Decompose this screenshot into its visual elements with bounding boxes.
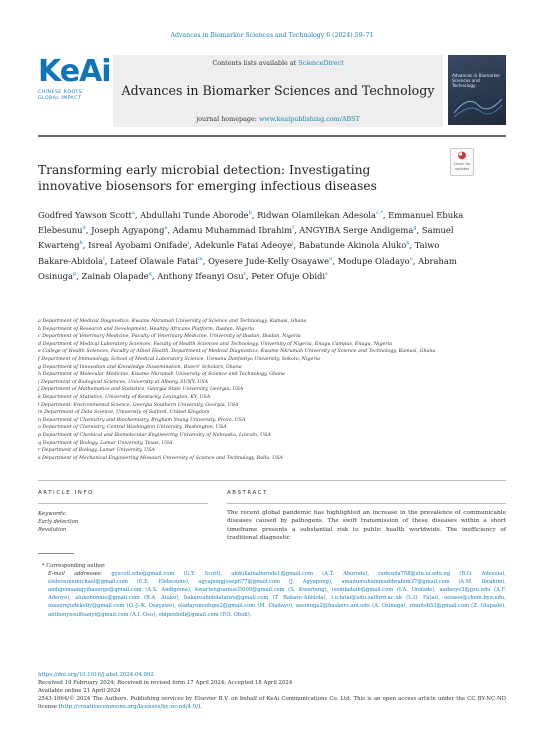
author-name[interactable]: Godfred Yawson Scott (38, 209, 132, 220)
author-name[interactable]: Joseph Agyapong (91, 225, 165, 235)
affiliation-item: d Department of Medical Laboratory Sciences, Faculty of Health Sciences and Technology, University of Nigeria, Enugu Campus, Enugu, Nigeria (38, 341, 393, 347)
affiliation-item: m Department of Data Science, University of Salford, United Kingdom (38, 410, 210, 416)
cover-text: Advances in Biomarker Sciences and Technology (452, 73, 501, 88)
author-name[interactable]: Ridwan Olamilekan Adesola (257, 209, 376, 220)
journal-cover-image (448, 55, 506, 125)
email-addresses (38, 570, 506, 619)
author-name[interactable]: Zainab Olapade (81, 270, 149, 281)
received-dates: Received 19 February 2024; Received in revised form 17 April 2024; Accepted 18 April 2024 (38, 680, 293, 686)
author-affiliation-marker[interactable]: i (187, 240, 190, 247)
homepage-prefix: journal homepage: (196, 115, 259, 123)
author-affiliation-marker[interactable]: h (79, 240, 83, 247)
affiliation-item: r Department of Biology, Lamar University, USA (38, 448, 155, 454)
keyword-1: Early detection (38, 519, 79, 525)
publisher-logo (38, 54, 111, 102)
header-rule (38, 135, 506, 137)
abstract-rule (227, 503, 506, 504)
author-affiliation-marker[interactable]: f (292, 225, 294, 232)
article-info-rule (38, 503, 208, 504)
available-online: Available online 21 April 2024 (38, 688, 121, 694)
author-name[interactable]: Oyesere Jude-Kelly Osayawe (208, 255, 330, 266)
logo-name: KeAi (38, 54, 111, 89)
author-affiliation-marker[interactable]: d (82, 225, 86, 232)
affiliation-item: c Department of Veterinary Medicine, Faculty of Veterinary Medicine, University of Ibadan, Ibadan, Nigeria (38, 334, 301, 340)
homepage-line (113, 115, 443, 123)
abstract-heading: ABSTRACT (227, 490, 268, 496)
affiliation-item: o Department of Chemistry, Central Washington University, Washington, USA (38, 425, 227, 431)
logo-tagline-1: CHINESE ROOTS (38, 90, 83, 95)
author-name[interactable]: Abraham Osinuga (38, 255, 457, 281)
author-affiliation-marker[interactable]: n (329, 255, 333, 262)
doi-link[interactable]: https://doi.org/10.1016/j.abst.2024.04.002 (38, 672, 154, 678)
author-name[interactable]: Emmanuel Ebuka Elebesunu (38, 209, 464, 235)
contents-line (113, 59, 443, 67)
affiliation-item: a Department of Medical Diagnostics, Kwame Nkrumah University of Science and Technology, Kumasi, Ghana (38, 319, 307, 324)
check-for-updates-button[interactable] (450, 148, 474, 176)
affiliation-item: j Department of Mathematics and Statistics, Georgia State University, Georgia, USA (38, 387, 244, 393)
logo-tagline-2: GLOBAL IMPACT (38, 96, 82, 101)
affiliation-item: n Department of Chemistry and Biochemistry, Brigham Young University, Provo, USA (38, 417, 246, 423)
author-name[interactable]: Taiwo Bakare-Abidola (38, 240, 440, 266)
license-prefix: 2543-1064/© 2024 The Authors. Publishing services by Elsevier B.V. on behalf of KeAi Communications Co. Ltd. This is an open access article under the CC BY-NC-ND license ( (38, 696, 506, 710)
emails-label: E-mail addresses: (48, 571, 103, 578)
affiliation-item: e College of Health Sciences, Faculty of Allied Health, Department of Medical Diagnostics, Kwame Nkrumah University of Science and Technology, Kumasi, Ghana (38, 349, 436, 355)
author-name[interactable]: Lateef Olawale Fatai (110, 255, 198, 266)
author-name[interactable]: Adamu Muhammad Ibrahim (172, 225, 293, 235)
affiliation-item: b Department of Research and Development, Healthy Africans Platform, Ibadan, Nigeria (38, 326, 255, 332)
author-affiliation-marker[interactable]: j (291, 240, 294, 247)
author-name[interactable]: ANGYIBA Serge Andigema (299, 225, 414, 235)
author-affiliation-marker[interactable]: s (325, 270, 328, 277)
author-affiliation-marker[interactable]: o (409, 255, 413, 262)
author-name[interactable]: Abdullahi Tunde Aborode (140, 209, 249, 220)
author-affiliation-marker[interactable]: p (73, 270, 77, 277)
affiliation-item: q Department of Biology, Lamar University, Texas, USA (38, 440, 173, 446)
homepage-link[interactable]: www.keaipublishing.com/ABST (258, 115, 360, 123)
corresponding-author-note: * Corresponding author. (42, 563, 106, 569)
affiliation-list (38, 318, 506, 462)
author-name[interactable]: Adekunle Fatai Adeoye (194, 240, 292, 251)
section-rule (38, 480, 506, 481)
author-name[interactable]: Isreal Ayobami Onifade (88, 240, 188, 251)
license-suffix: ). (197, 704, 202, 710)
author-affiliation-marker[interactable]: g (413, 225, 417, 232)
cover-graphic (448, 55, 506, 125)
affiliation-item: k Department of Statistics, University of Kentucky, Lexington, KY, USA (38, 394, 211, 400)
license-link[interactable]: http://creativecommons.org/licenses/by-nc-nd/4.0/ (60, 704, 198, 710)
affiliation-item: l Department: Environmental Science, Georgia Southern University, Georgia, USA (38, 402, 239, 408)
author-affiliation-marker[interactable]: b (248, 210, 252, 216)
keyword-2: Revolution (38, 527, 67, 533)
contents-prefix: Contents lists available at (212, 59, 299, 67)
author-affiliation-marker[interactable]: m (197, 255, 203, 262)
author-affiliation-marker[interactable]: a (131, 210, 135, 216)
affiliation-item: h Department of Molecular Medicine, Kwame Nkrumah University of Science and Technology, Ghana (38, 372, 285, 378)
affiliation-item: i Department of Biological Sciences, University at Albany, SUNY, USA (38, 379, 209, 385)
keywords-label: Keywords: (38, 511, 67, 517)
license-statement (38, 695, 506, 711)
footnote-rule (38, 553, 74, 554)
author-name[interactable]: Anthony Ifeanyi Osu (157, 270, 244, 281)
email-list[interactable]: gyscott.edu@gmail.com (G.Y. Scott), abdullahiaborode1@gmail.com (A.T. Aborode), radesola758@stu.ui.edu.ng (R.O. Adesola), elebesunumichael@gmail.com (E.E. Elebesunu), agyapongjoseph77@gmail.com (J. Agyapong), amadumuhammadibrahim37@gmail.com (A.M. Ibrahim), andigemaangyibaserge@gmail.com (A.S. Andigema), kwartengsamuel5000@gmail.com (S. Kwarteng), isonifadeib@gmail.com (I.A. Onifade), aadeoye3@gsu.edu (A.F. Adeoye), alukobonnie@gmail.com (B.A. Aluko), bakareabidolataiwo@gmail.com (T. Bakare-Abidola), l.o.fatai@edu.salford.ac.uk (L.O. Fatai), oosaeo@chem.byu.edu, osaserejudekelly@gmail.com (O.-J.-K. Osayawe), oladayomodupe2@gmail.com (M. Oladayo), aosinuga2@huskers.unl.edu (A. Osinuga), zmnitsh53@gmail.com (Z. Olapade), anthonyosuifeanyi@gmail.com (A.I. Osu), obipeobidi@gmail.com (P.O. Obidi). (48, 571, 506, 618)
journal-masthead (113, 55, 443, 127)
affiliation-item: s Department of Mechanical Engineering Missouri University of Science and Technology, Rolla, USA (38, 455, 283, 461)
author-name[interactable]: Babatunde Akinola Aluko (298, 240, 407, 251)
author-name[interactable]: Peter Ofuje Obidi (251, 270, 326, 281)
author-affiliation-marker[interactable]: c,* (375, 210, 383, 216)
affiliation-item: f Department of Immunology, School of Medical Laboratory Science, Usmanu Danfodiyo University, Sokoto, Nigeria (38, 356, 321, 362)
author-affiliation-marker[interactable]: l (103, 255, 105, 262)
author-affiliation-marker[interactable]: r (243, 270, 246, 277)
abstract-text: The recent global pandemic has highlighted an increase in the prevalence of communicable diseases caused by pathogens. The swift transmission of these diseases within a short timeframe presents a substantial risk to public health worldwide. The inefficiency of traditional diagnostic (227, 510, 506, 542)
article-info-heading: ARTICLE INFO (38, 490, 94, 496)
author-list: Godfred Yawson Scott$^a$, Abdullahi Tunde Aborode$^b$, Ridwan Olamilekan Adesola$^{c,*}$, Emmanuel Ebuka Elebesunu$^d$, Joseph Agyapong$^e$, Adamu Muhammad Ibrahim$^f$, ANGYIBA Serge Andigema$^g$, Samuel Kwarteng$^h$, Isreal Ayobami Onifade$^i$, Adekunle Fatai Adeoye$^j$, Babatunde Akinola Aluko$^k$, Taiwo Bakare-Abidola$^l$, Lateef Olawale Fatai$^m$, Oyesere Jude-Kelly Osayawe$^n$, Modupe Oladayo$^o$, Abraham Osinuga$^p$, Zainab Olapade$^q$, Anthony Ifeanyi Osu$^r$, Peter Ofuje Obidi$^s$ (38, 209, 464, 281)
article-title: Transforming early microbial detection: Investigating innovative biosensors for emerging infectious diseases (38, 163, 377, 193)
author-affiliation-marker[interactable]: q (148, 270, 152, 277)
footnotes (38, 562, 506, 619)
affiliation-item: p Department of Chemical and Biomolecular Engineering University of Nebraska, Lincoln, USA (38, 432, 271, 438)
author-name[interactable]: Samuel Kwarteng (38, 225, 454, 251)
affiliation-item: g Department of Innovation and Knowledge Dissemination, Bizers' Scholars, Ghana (38, 364, 242, 370)
check-updates-label: Check for updates (453, 162, 471, 171)
update-icon: ◕ (457, 150, 467, 161)
author-affiliation-marker[interactable]: e (164, 225, 168, 232)
sciencedirect-link[interactable]: ScienceDirect (298, 59, 344, 67)
journal-title: Advances in Biomarker Sciences and Technology (121, 83, 435, 98)
author-affiliation-marker[interactable]: k (406, 240, 410, 247)
publication-info (38, 671, 506, 711)
journal-citation[interactable]: Advances in Biomarker Sciences and Technology 6 (2024) 59–71 (170, 32, 374, 39)
author-name[interactable]: Modupe Oladayo (337, 255, 410, 266)
